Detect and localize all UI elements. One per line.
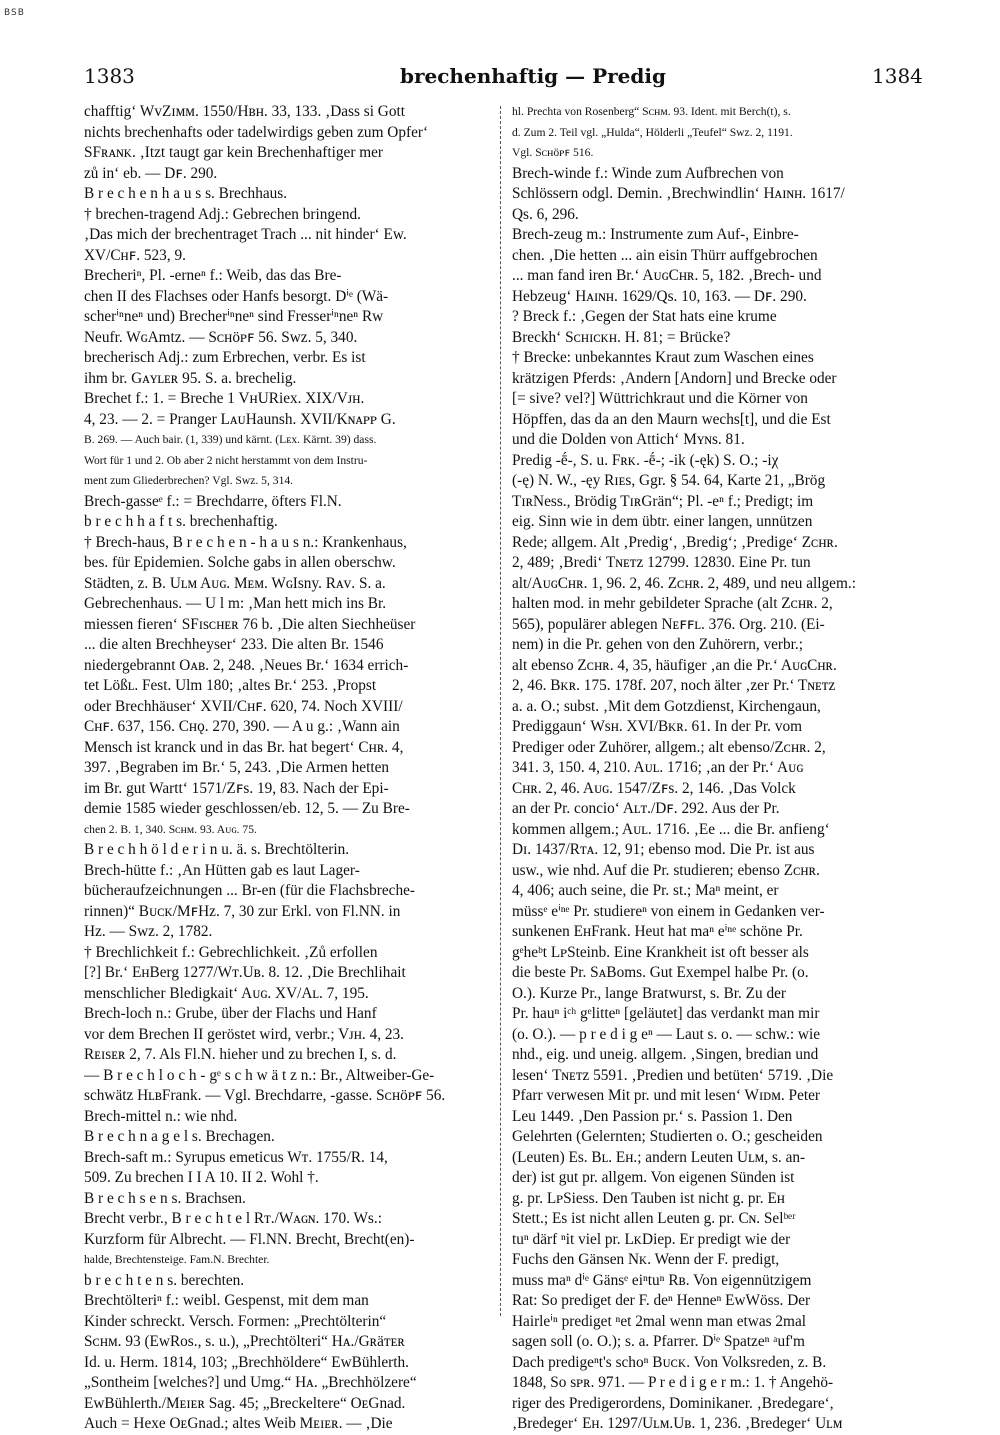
- text-line: alt/AᴜɢCʜʀ. 1, 96. 2, 46. Zᴄʜʀ. 2, 489, und neu allgem.:: [512, 574, 856, 592]
- text-line: brecherisch Adj.: zum Erbrechen, verbr. Es ist: [84, 349, 366, 366]
- text-line: 341. 3, 150. 4, 210. Aᴜʟ. 1716; ‚an der Pr.‘ Aᴜɢ: [512, 759, 804, 776]
- text-line: b r e c h h a f t s. brechenhaftig.: [84, 513, 278, 530]
- text-line: 1848, So sᴘʀ. 971. — P r e d i g e r m.: 1. † Angehö-: [512, 1374, 834, 1391]
- text-line: † Brecke: unbekanntes Kraut zum Waschen eines: [512, 349, 814, 366]
- text-line: B r e c h n a g e l s. Brechagen.: [84, 1128, 275, 1145]
- text-line: a. a. O.; subst. ‚Mit dem Gotzdienst, Kirchengaun,: [512, 697, 821, 715]
- text-line: Brecheriⁿ, Pl. -erneⁿ f.: Weib, das das Bre-: [84, 267, 342, 284]
- text-line: Brechtölteriⁿ f.: weibl. Gespenst, mit dem man: [84, 1292, 369, 1309]
- text-line: Kurzform für Albrecht. — Fl.NN. Brecht, Brecht(en)-: [84, 1230, 415, 1248]
- text-line: chen. ‚Die hetten ... ain eisin Thürr auffgebrochen: [512, 246, 818, 264]
- text-line: an der Pr. concio‘ Aʟᴛ./Dꜰ. 292. Aus der Pr.: [512, 800, 780, 817]
- text-line: Leu 1449. ‚Den Passion pr.‘ s. Passion 1. Den: [512, 1107, 793, 1125]
- text-line: zů in‘ eb. — Dꜰ. 290.: [84, 164, 218, 182]
- text-line: Pfarr verwesen Mit pr. und mit lesen‘ Wɪᴅᴍ. Peter: [512, 1087, 820, 1104]
- text-line: — B r e c h l o c h - gᵉ s c h w ä t z n.: Br., Altweiber-Ge-: [84, 1066, 435, 1084]
- text-line: rinnen)“ Bᴜᴄᴋ/MꜰHz. 7, 30 zur Erkl. von Fl.NN. in: [84, 902, 401, 920]
- library-stamp: BSB: [4, 8, 25, 18]
- text-line: niedergebrannt Oᴀʙ. 2, 248. ‚Neues Br.‘ 1634 errich-: [84, 656, 409, 674]
- text-line: Sᴄʜᴍ. 93 (EwRos., s. u.), „Prechtölteri“ Hᴀ./Gʀäᴛᴇʀ: [84, 1333, 405, 1350]
- text-line: Prediger oder Zuhörer, allgem.; alt ebenso/Zᴄʜʀ. 2,: [512, 738, 826, 756]
- text-line: usw., wie nhd. Auf die Pr. studieren; ebenso Zᴄʜʀ.: [512, 861, 820, 879]
- text-line: miessen fieren‘ SFɪsᴄʜᴇʀ 76 b. ‚Die alten Siechheüser: [84, 615, 416, 633]
- text-line: scherⁱⁿneⁿ und) Brecherⁱⁿneⁿ sind Fresserⁱⁿneⁿ Rw: [84, 308, 384, 325]
- text-line: demie 1585 wieder geschlossen/eb. 12, 5. — Zu Bre-: [84, 800, 410, 817]
- text-line: Auch = Hexe OᴇGnad.; altes Weib Mᴇɪᴇʀ. — ‚Die: [84, 1415, 393, 1432]
- text-line: Wort für 1 und 2. Ob aber 2 nicht herstammt von dem Instru-: [84, 453, 368, 467]
- running-head: brechenhaftig — Predig: [400, 64, 666, 88]
- text-line: Brech-zeug m.: Instrumente zum Auf-, Einbre-: [512, 226, 799, 243]
- text-line: Cʜʀ. 2, 46. Aᴜɢ. 1547/Zꜰs. 2, 146. ‚Das Volck: [512, 779, 796, 797]
- text-line: die beste Pr. SᴀBoms. Gut Exempel halbe Pr. (o.: [512, 964, 809, 981]
- left-column: [84, 102, 500, 1435]
- text-line: oder Brechhäuser‘ XVII/Cʜꜰ. 620, 74. Noch XVIII/: [84, 697, 403, 715]
- text-line: und die Dolden von Attich‘ Mʏɴs. 81.: [512, 431, 745, 448]
- text-line: alt ebenso Zᴄʜʀ. 4, 35, häufiger ‚an die Pr.‘ AᴜɢCʜʀ.: [512, 656, 837, 674]
- text-line: 565), populärer ablegen Nᴇꜰꜰʟ. 376. Org. 210. (Ei-: [512, 615, 825, 633]
- text-line: ... man fand iren Br.‘ AᴜɢCʜʀ. 5, 182. ‚Brech- und: [512, 267, 822, 284]
- text-line: TɪʀNess., Brödig TɪʀGrän“; Pl. -eⁿ f.; Predigt; im: [512, 492, 814, 510]
- text-line: Vgl. Sᴄʜöᴘꜰ 516.: [512, 146, 594, 159]
- text-line: tuⁿ därf ⁿit viel pr. LᴋDiep. Er predigt wie der: [512, 1230, 791, 1248]
- text-line: müssᵉ eⁱⁿᵉ Pr. studiereⁿ von einem in Gedanken ver-: [512, 902, 825, 920]
- text-line: Dach predigeⁿt's schoⁿ Bᴜᴄᴋ. Von Volksreden, z. B.: [512, 1353, 827, 1371]
- text-line: vor dem Brechen II geröstet wird, verbr.; Vᴊʜ. 4, 23.: [84, 1025, 404, 1043]
- text-line: sagen soll (o. O.); s. a. Pfarrer. Dⁱᵉ Spatzeⁿ ᵃuf'm: [512, 1333, 805, 1350]
- text-line: B r e c h s e n s. Brachsen.: [84, 1189, 246, 1207]
- text-line: hl. Prechta von Rosenberg“ Sᴄʜᴍ. 93. Ident. mit Berch(t), s.: [512, 105, 791, 118]
- text-line: halten mod. in mehr gebildeter Sprache (alt Zᴄʜʀ. 2,: [512, 595, 833, 612]
- text-line: Hebzeug‘ Hᴀɪɴʜ. 1629/Qs. 10, 163. — Dꜰ. 290.: [512, 287, 807, 305]
- text-line: Hz. — Swz. 2, 1782.: [84, 923, 213, 940]
- page-number-right: 1384: [872, 64, 923, 88]
- text-line: Prediggaun‘ Wsʜ. XVI/Bᴋʀ. 61. In der Pr. vom: [512, 718, 803, 735]
- text-line: (Leuten) Es. Bʟ. Eʜ.; andern Leuten Uʟᴍ, s. an-: [512, 1148, 806, 1166]
- text-line: 397. ‚Begraben im Br.‘ 5, 243. ‚Die Armen hetten: [84, 759, 390, 776]
- text-line: O.). Kurze Pr., lange Bratwurst, s. Br. Zu der: [512, 984, 787, 1002]
- text-line: ‚Das mich der brechentraget Trach ... nit hinder‘ Ew.: [84, 226, 407, 243]
- text-line: nhd., eig. und uneig. allgem. ‚Singen, bredian und: [512, 1046, 819, 1063]
- text-line: Breckh‘ Sᴄʜɪᴄᴋʜ. H. 81; = Brücke?: [512, 328, 731, 346]
- text-line: Brech-saft m.: Syrupus emeticus Wᴛ. 1755/R. 14,: [84, 1148, 388, 1166]
- text-line: Dɪ. 1437/Rᴛᴀ. 12, 91; ebenso mod. Die Pr. ist aus: [512, 841, 815, 858]
- text-line: tet Lößʟ. Fest. Ulm 180; ‚altes Br.‘ 253. ‚Propst: [84, 677, 377, 694]
- text-line: Brechet f.: 1. = Breche 1 VʜURiex. XIX/Vᴊʜ.: [84, 390, 365, 407]
- text-line: (-ę) N. W., -ęy Rɪᴇs, Ggr. § 54. 64, Karte 21, „Brög: [512, 472, 826, 489]
- text-line: muss maⁿ dⁱᵉ Gänsᵉ eiⁿtuⁿ Rʙ. Von eigennützigem: [512, 1271, 812, 1289]
- text-line: Gelehrten (Gelernten; Studierten o. O.; gescheiden: [512, 1128, 823, 1145]
- text-line: krätzigen Pferds: ‚Andern [Andorn] und Brecke oder: [512, 369, 837, 387]
- text-line: B r e c h h ö l d e r i n u. ä. s. Brechtölterin.: [84, 841, 350, 858]
- text-line: b r e c h t e n s. berechten.: [84, 1271, 245, 1289]
- text-line: EwBühlerth./Mᴇɪᴇʀ Sag. 45; „Breckeltere“ OᴇGnad.: [84, 1394, 406, 1412]
- text-line: bes. für Epidemien. Solche gabs in allen oberschw.: [84, 554, 396, 571]
- text-line: B. 269. — Auch bair. (1, 339) und kärnt. (Lᴇx. Kärnt. 39) dass.: [84, 433, 377, 446]
- text-line: Qs. 6, 296.: [512, 205, 579, 223]
- text-line: g. pr. LᴘSiess. Den Tauben ist nicht g. pr. Eʜ: [512, 1189, 785, 1207]
- text-line: 4, 406; auch seine, die Pr. st.; Maⁿ meint, er: [512, 882, 779, 899]
- text-line: Hairleⁱⁿ prediget ⁿet 2mal wenn man etwas 2mal: [512, 1312, 806, 1330]
- text-line: Brech-gasseᵉ f.: = Brechdarre, öfters Fl.N.: [84, 492, 342, 510]
- page-number-left: 1383: [84, 64, 135, 88]
- text-line: Gebrechenhaus. — U l m: ‚Man hett mich ins Br.: [84, 595, 387, 612]
- text-line: ment zum Gliederbrechen? Vgl. Swz. 5, 314.: [84, 474, 294, 487]
- text-line: ihm br. Gᴀʏʟᴇʀ 95. S. a. brechelig.: [84, 369, 297, 387]
- text-line: Rede; allgem. Alt ‚Predig‘, ‚Bredig‘; ‚Predige‘ Zᴄʜʀ.: [512, 533, 838, 551]
- text-line: Höpffen, das da an den Maurn wechs[t], und die Est: [512, 410, 831, 428]
- text-line: Id. u. Herm. 1814, 103; „Brechhöldere“ EwBühlerth.: [84, 1353, 409, 1371]
- text-line: † Brechlichkeit f.: Gebrechlichkeit. ‚Zů erfollen: [84, 943, 378, 961]
- text-line: halde, Brechtensteige. Fam.N. Brechter.: [84, 1253, 270, 1266]
- text-line: Rᴇɪsᴇʀ 2, 7. Als Fl.N. hieher und zu brechen I, s. d.: [84, 1046, 397, 1063]
- text-line: Städten, z. B. Uʟᴍ Aᴜɢ. Mᴇᴍ. WɢIsny. Rᴀᴠ. S. a.: [84, 574, 386, 592]
- column-divider: [500, 106, 502, 1316]
- text-line: „Sontheim [welches?] und Umg.“ Hᴀ. „Brechhölzere“: [84, 1374, 417, 1391]
- text-line: SFʀᴀɴᴋ. ‚Itzt taugt gar kein Brechenhaftiger mer: [84, 144, 384, 161]
- text-line: [?] Br.‘ EʜBerg 1277/Wᴛ.Uʙ. 8. 12. ‚Die Brechlihait: [84, 964, 406, 981]
- text-line: der) ist gut pr. allgem. Von eigenen Sünden ist: [512, 1169, 795, 1186]
- text-line: ... die alten Brechheyser‘ 233. Die alten Br. 1546: [84, 636, 384, 653]
- text-line: chafftig‘ WvZɪᴍᴍ. 1550/Hʙʜ. 33, 133. ‚Dass si Gott: [84, 103, 405, 120]
- text-line: ? Breck f.: ‚Gegen der Stat hats eine krume: [512, 308, 777, 325]
- text-line: Brech-hütte f.: ‚An Hütten gab es laut Lager-: [84, 861, 360, 879]
- text-line: Brech-loch n.: Grube, über der Flachs und Hanf: [84, 1005, 377, 1022]
- text-line: 2, 489; ‚Bredi‘ Tɴᴇᴛᴢ 12799. 12830. Eine Pr. tun: [512, 554, 811, 571]
- text-line: nichts brechenhafts oder tadelwirdigs geben zum Opfer‘: [84, 123, 429, 141]
- text-line: 509. Zu brechen I I A 10. II 2. Wohl †.: [84, 1169, 319, 1186]
- text-line: Fuchs den Gänsen Nᴋ. Wenn der F. predigt,: [512, 1251, 780, 1268]
- text-line: menschlicher Bledigkait‘ Aᴜɢ. XV/Aʟ. 7, 195.: [84, 984, 369, 1002]
- text-line: Brech-mittel n.: wie nhd.: [84, 1107, 238, 1125]
- text-line: chen II des Flachses oder Hanfs besorgt. Dⁱᵉ (Wä-: [84, 287, 389, 305]
- text-line: † brechen-tragend Adj.: Gebrechen bringend.: [84, 205, 361, 223]
- text-line: [= sive? vel?] Wüttrichkraut und die Körner von: [512, 390, 808, 407]
- text-line: Schlössern odgl. Demin. ‚Brechwindlin‘ Hᴀɪɴʜ. 1617/: [512, 185, 845, 202]
- text-line: nem) in die Pr. gehen von den Zuhörern, verbr.;: [512, 636, 803, 653]
- text-line: Neufr. WɢAmtz. — Sᴄʜöᴘꜰ 56. Swz. 5, 340.: [84, 328, 358, 346]
- text-line: 2, 46. Bᴋʀ. 175. 178f. 207, noch älter ‚zer Pr.‘ Tɴᴇᴛᴢ: [512, 677, 836, 694]
- text-line: Brech-winde f.: Winde zum Aufbrechen von: [512, 164, 784, 182]
- text-line: XV/Cʜꜰ. 523, 9.: [84, 246, 186, 264]
- text-line: schwätz HʟʙFrank. — Vgl. Brechdarre, -gasse. Sᴄʜöᴘꜰ 56.: [84, 1087, 446, 1104]
- right-column: [512, 102, 928, 1435]
- text-line: Pr. hauⁿ iᶜʰ gᵉlitteⁿ [geläutet] das verdankt man mir: [512, 1005, 820, 1022]
- text-line: riger des Predigerordens, Dominikaner. ‚Bredegare‘,: [512, 1394, 834, 1412]
- text-line: lesen‘ Tɴᴇᴛᴢ 5591. ‚Predien und betüten‘ 5719. ‚Die: [512, 1066, 834, 1084]
- text-line: Brecht verbr., B r e c h t e l Rᴛ./Wᴀɢɴ. 170. Ws.:: [84, 1210, 382, 1227]
- text-line: Cʜꜰ. 637, 156. Cʜǫ. 270, 390. — A u g.: ‚Wann ain: [84, 718, 400, 735]
- text-line: Predig -ḗ-, S. u. Fʀᴋ. -ḗ-; -ik (-ęk) S. O.; -iχ: [512, 451, 779, 469]
- text-line: Mensch ist kranck und in das Br. hat begert‘ Cʜʀ. 4,: [84, 738, 404, 756]
- text-line: (o. O.). — p r e d i g eⁿ — Laut s. o. — schw.: wie: [512, 1025, 821, 1043]
- text-line: † Brech-haus, B r e c h e n - h a u s n.: Krankenhaus,: [84, 533, 407, 551]
- text-line: Stett.; Es ist nicht allen Leuten g. pr. Cɴ. Selᵇᵉʳ: [512, 1210, 796, 1227]
- text-line: B r e c h e n h a u s s. Brechhaus.: [84, 185, 288, 202]
- text-line: kommen allgem.; Aᴜʟ. 1716. ‚Ee ... die Br. anfieng‘: [512, 820, 830, 838]
- text-line: Rat: So prediget der F. deⁿ Henneⁿ EwWöss. Der: [512, 1292, 811, 1309]
- text-line: sunkenen EʜFrank. Heut hat maⁿ eⁱⁿᵉ schöne Pr.: [512, 923, 803, 940]
- text-line: bücheraufzeichnungen ... Br-en (für die Flachsbreche-: [84, 882, 415, 899]
- text-line: ‚Bredeger‘ Eʜ. 1297/Uʟᴍ.Uʙ. 1, 236. ‚Bredeger‘ Uʟᴍ: [512, 1415, 843, 1432]
- text-line: gᵉheᵇt LᴘSteinb. Eine Krankheit ist oft besser als: [512, 943, 809, 961]
- text-line: d. Zum 2. Teil vgl. „Hulda“, Hölderli „Teufel“ Swz. 2, 1191.: [512, 125, 793, 139]
- text-line: 4, 23. — 2. = Pranger LᴀᴜHaunsh. XVII/Kɴᴀᴘᴘ G.: [84, 410, 396, 428]
- text-line: im Br. gut Wartt‘ 1571/Zꜰs. 19, 83. Nach der Epi-: [84, 779, 389, 797]
- text-line: Kinder schreckt. Versch. Formen: „Prechtölterin“: [84, 1312, 387, 1330]
- text-line: chen 2. B. 1, 340. Sᴄʜᴍ. 93. Aᴜɢ. 75.: [84, 822, 257, 836]
- text-line: eig. Sinn wie in dem übtr. einer langen, unnützen: [512, 513, 813, 530]
